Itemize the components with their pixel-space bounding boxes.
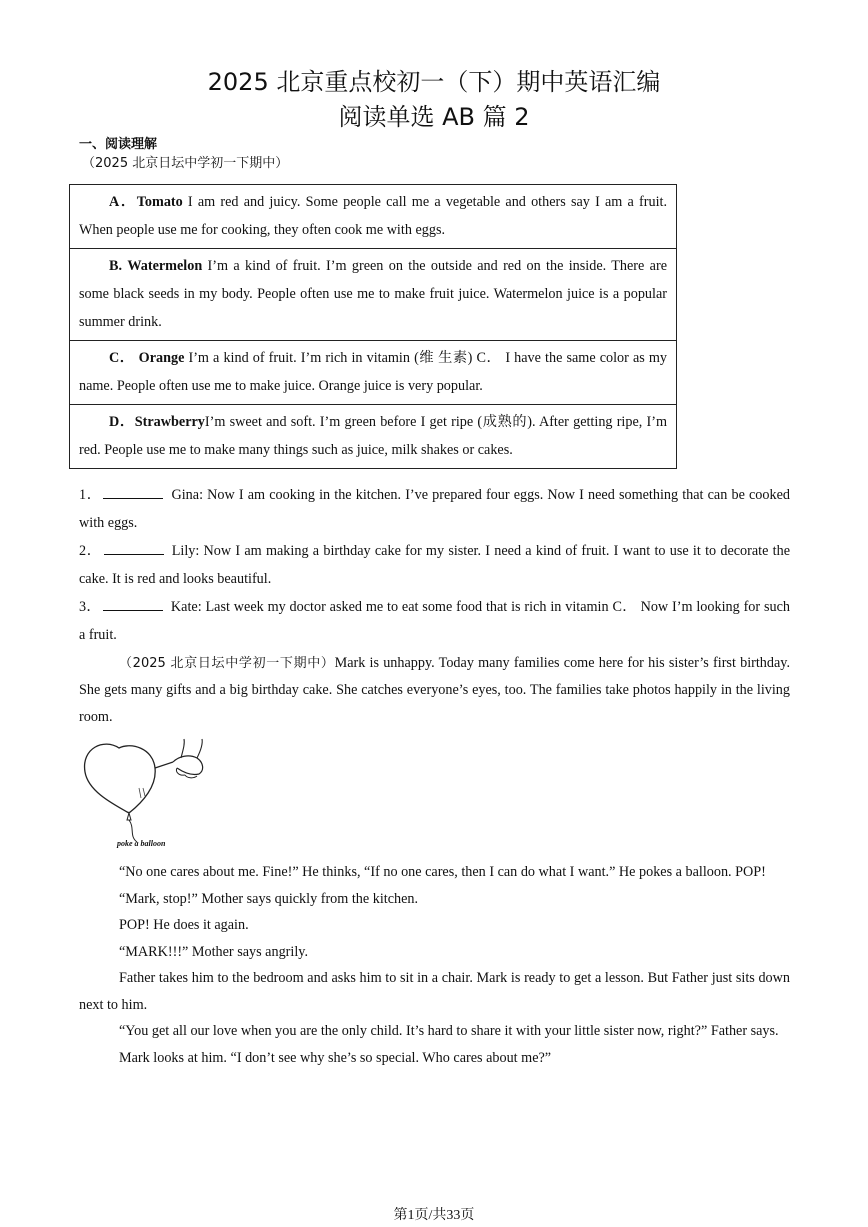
answer-blank[interactable] [103, 593, 163, 611]
question-item [79, 537, 790, 593]
option-text: I’m a kind of fruit. I’m rich in vitamin (维 生素) C． I have the same color as my name. People often use me to make juice. Orange juice is very popular. [79, 350, 668, 394]
story-paragraph: Mark looks at him. “I don’t see why she’s so special. Who cares about me?” [119, 1049, 552, 1066]
option-text: I’m a kind of fruit. I’m green on the outside and red on the inside. There are some black seeds in my body. People often use me to make fruit juice. Watermelon juice is a popular summer drink. [79, 258, 667, 330]
option-cell [70, 249, 677, 341]
figure-caption: poke a balloon [117, 839, 166, 848]
option-text: I am red and juicy. Some people call me a vegetable and others say I am a fruit. When people use me for cooking, they often cook me with eggs. [79, 194, 668, 238]
option-name: Strawberry [134, 414, 205, 430]
answer-blank[interactable] [103, 481, 163, 499]
page-number: 第1页/共33页 [393, 1208, 475, 1223]
story-paragraph: “You get all our love when you are the only child. It’s hard to share it with your little sister now, right?” Father says. [119, 1023, 779, 1039]
option-row-c [70, 341, 677, 405]
story-source-note: （2025 北京日坛中学初一下期中） [119, 656, 335, 671]
question-text: Lily: Now I am making a birthday cake for my sister. I need a kind of fruit. I want to use it to decorate the cake. It is red and looks beautiful. [79, 543, 790, 587]
source-note: （2025 北京日坛中学初一下期中） [82, 156, 289, 171]
story-paragraph: POP! He does it again. [119, 917, 249, 933]
story-intro-text: Mark is unhappy. Today many families come here for his sister’s first birthday. She gets many gifts and a big birthday cake. She catches everyone’s eyes, too. The families take photos happily in the living room. [79, 655, 791, 725]
question-number: 1． [79, 487, 102, 503]
story-intro-paragraph [79, 650, 790, 731]
option-name: Orange [138, 350, 185, 366]
option-letter: C． [109, 350, 135, 366]
option-cell [70, 341, 677, 405]
balloon-poke-illustration [79, 738, 219, 850]
question-item [79, 593, 790, 649]
document-title-line-2: 阅读单选 AB 篇 2 [338, 103, 530, 131]
story-paragraph: “Mark, stop!” Mother says quickly from the kitchen. [119, 890, 419, 907]
story-paragraph: “MARK!!!” Mother says angrily. [119, 943, 308, 960]
question-text: Gina: Now I am cooking in the kitchen. I’ve prepared four eggs. Now I need something that can be cooked with eggs. [79, 487, 790, 531]
question-number: 3． [79, 599, 101, 615]
option-name: Tomato [136, 194, 183, 210]
option-letter: A． [109, 194, 137, 210]
option-text: I’m sweet and soft. I’m green before I get ripe (成熟的). After getting ripe, I’m red. People use me to make many things such as juice, milk shakes or cakes. [79, 414, 667, 458]
option-letter: B. [109, 258, 123, 274]
option-cell [70, 185, 677, 249]
story-paragraph: “No one cares about me. Fine!” He thinks, “If no one cares, then I can do what I want.” He pokes a balloon. POP! [119, 864, 766, 880]
answer-blank[interactable] [104, 537, 164, 555]
question-number: 2． [79, 543, 102, 559]
option-row-b [70, 249, 677, 341]
section-heading: 一、阅读理解 [79, 137, 158, 152]
story-body [79, 859, 790, 1071]
question-list [79, 481, 790, 649]
option-cell [70, 405, 677, 469]
option-row-a [70, 185, 677, 249]
option-name: Watermelon [127, 258, 203, 274]
story-intro [79, 650, 790, 731]
story-paragraph: Father takes him to the bedroom and asks him to sit in a chair. Mark is ready to get a lesson. But Father just sits down next to him. [79, 970, 790, 1013]
option-row-d [70, 405, 677, 469]
page-footer [0, 1206, 868, 1226]
document-title-line-1: 2025 北京重点校初一（下）期中英语汇编 [207, 68, 661, 96]
balloon-icon [79, 738, 219, 850]
question-item [79, 481, 790, 537]
options-table [69, 184, 677, 469]
option-letter: D． [109, 414, 135, 430]
question-text: Kate: Last week my doctor asked me to eat some food that is rich in vitamin C． Now I’m looking for such a fruit. [79, 599, 790, 643]
